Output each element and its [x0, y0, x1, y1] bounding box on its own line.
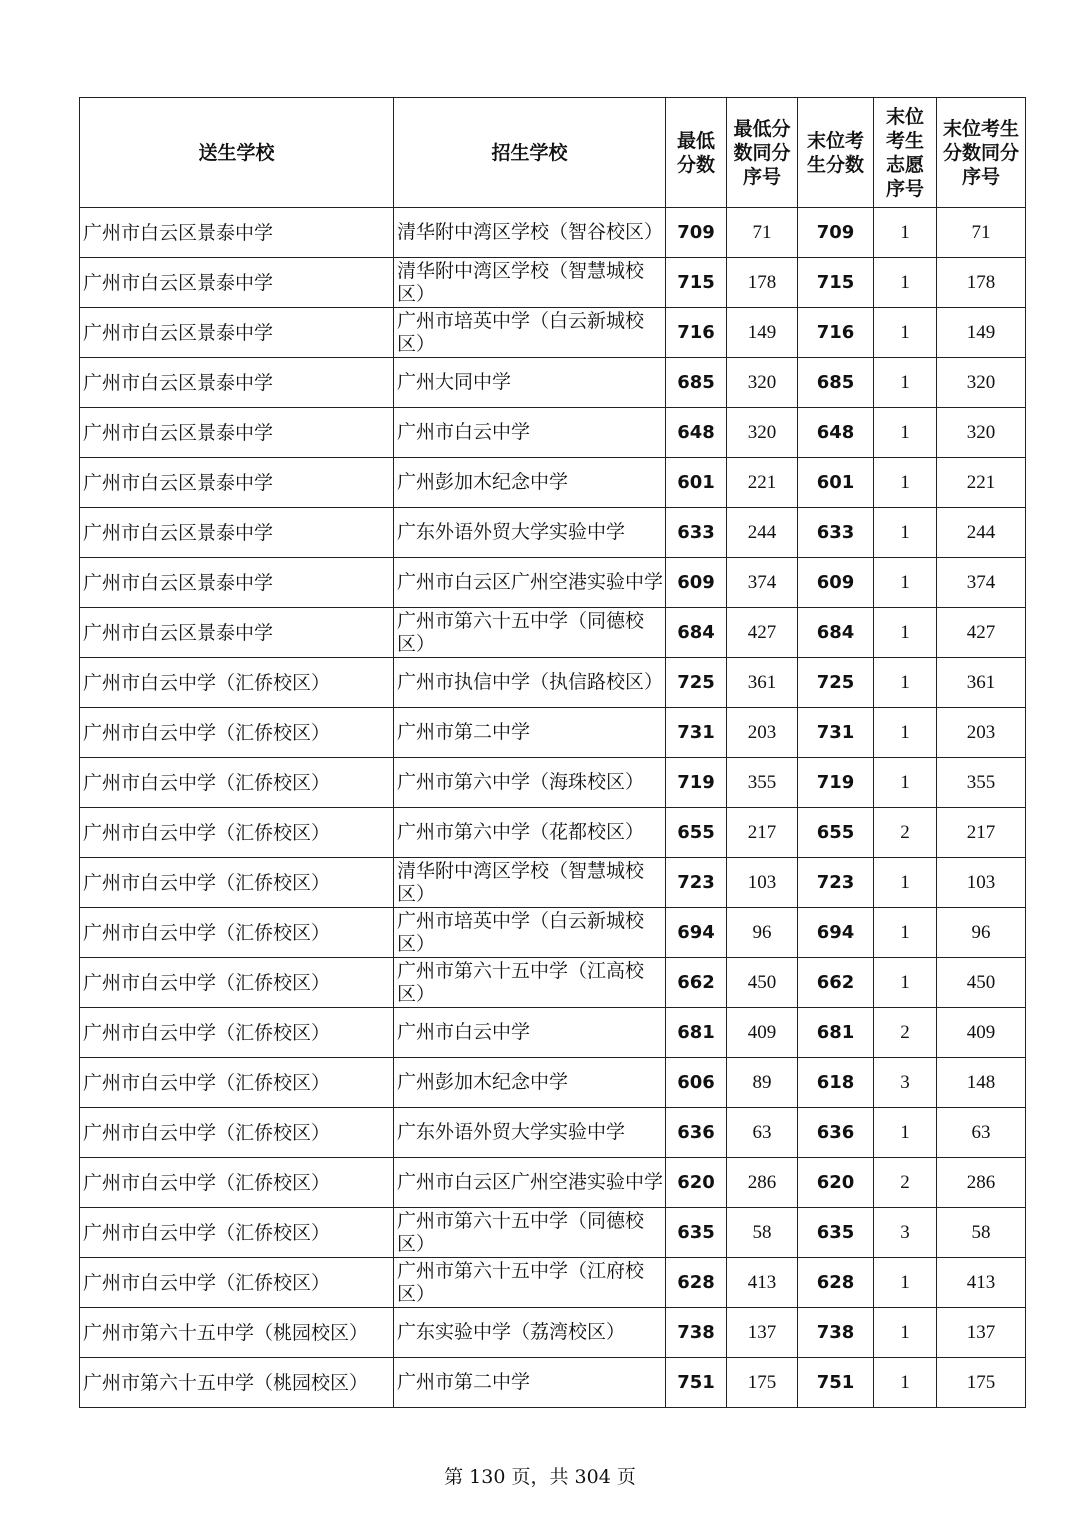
last-score-rank-cell: 427 [937, 608, 1026, 658]
min-score-cell: 709 [666, 208, 727, 258]
last-score-cell: 731 [798, 708, 874, 758]
admission-score-table [79, 97, 1026, 1408]
min-score-rank-cell: 175 [727, 1358, 798, 1408]
last-choice-cell: 1 [874, 1108, 937, 1158]
last-score-rank-cell: 409 [937, 1008, 1026, 1058]
min-score-rank-cell: 361 [727, 658, 798, 708]
min-score-rank-cell: 320 [727, 408, 798, 458]
last-score-rank-cell: 63 [937, 1108, 1026, 1158]
min-score-rank-cell: 320 [727, 358, 798, 408]
last-score-rank-cell: 175 [937, 1358, 1026, 1408]
min-score-rank-cell: 63 [727, 1108, 798, 1158]
last-score-cell: 635 [798, 1208, 874, 1258]
table-row [80, 658, 1026, 708]
last-score-rank-cell: 71 [937, 208, 1026, 258]
min-score-rank-cell: 103 [727, 858, 798, 908]
last-score-rank-cell: 355 [937, 758, 1026, 808]
send-school-cell: 广州市白云区景泰中学 [80, 608, 394, 658]
last-score-rank-cell: 178 [937, 258, 1026, 308]
min-score-cell: 662 [666, 958, 727, 1008]
table-row [80, 958, 1026, 1008]
min-score-cell: 655 [666, 808, 727, 858]
header-last-score: 末位考生分数 [798, 98, 874, 208]
last-score-cell: 694 [798, 908, 874, 958]
min-score-cell: 628 [666, 1258, 727, 1308]
last-score-rank-cell: 203 [937, 708, 1026, 758]
last-choice-cell: 2 [874, 1008, 937, 1058]
table-row [80, 1208, 1026, 1258]
min-score-rank-cell: 71 [727, 208, 798, 258]
send-school-cell: 广州市白云区景泰中学 [80, 358, 394, 408]
send-school-cell: 广州市白云中学（汇侨校区） [80, 908, 394, 958]
last-choice-cell: 1 [874, 908, 937, 958]
recruit-school-cell: 清华附中湾区学校（智慧城校区） [394, 258, 666, 308]
last-choice-cell: 1 [874, 408, 937, 458]
last-score-cell: 723 [798, 858, 874, 908]
min-score-cell: 751 [666, 1358, 727, 1408]
min-score-cell: 715 [666, 258, 727, 308]
send-school-cell: 广州市第六十五中学（桃园校区） [80, 1358, 394, 1408]
recruit-school-cell: 广州市第六中学（花都校区） [394, 808, 666, 858]
last-score-rank-cell: 103 [937, 858, 1026, 908]
recruit-school-cell: 广州市培英中学（白云新城校区） [394, 308, 666, 358]
min-score-rank-cell: 178 [727, 258, 798, 308]
last-choice-cell: 1 [874, 458, 937, 508]
last-score-cell: 709 [798, 208, 874, 258]
recruit-school-cell: 广州市第二中学 [394, 708, 666, 758]
last-score-cell: 618 [798, 1058, 874, 1108]
send-school-cell: 广州市白云区景泰中学 [80, 408, 394, 458]
last-score-cell: 685 [798, 358, 874, 408]
min-score-cell: 725 [666, 658, 727, 708]
min-score-cell: 719 [666, 758, 727, 808]
send-school-cell: 广州市白云区景泰中学 [80, 558, 394, 608]
last-choice-cell: 3 [874, 1058, 937, 1108]
last-choice-cell: 1 [874, 758, 937, 808]
min-score-cell: 716 [666, 308, 727, 358]
send-school-cell: 广州市白云中学（汇侨校区） [80, 1258, 394, 1308]
last-score-cell: 684 [798, 608, 874, 658]
last-choice-cell: 1 [874, 658, 937, 708]
send-school-cell: 广州市白云中学（汇侨校区） [80, 758, 394, 808]
recruit-school-cell: 广州彭加木纪念中学 [394, 1058, 666, 1108]
min-score-rank-cell: 149 [727, 308, 798, 358]
page-number-footer: 第 130 页，共 304 页 [444, 1466, 636, 1488]
last-choice-cell: 1 [874, 858, 937, 908]
header-send-school: 送生学校 [80, 98, 394, 208]
min-score-rank-cell: 355 [727, 758, 798, 808]
last-choice-cell: 2 [874, 808, 937, 858]
recruit-school-cell: 广州市第六十五中学（江高校区） [394, 958, 666, 1008]
last-choice-cell: 1 [874, 958, 937, 1008]
recruit-school-cell: 清华附中湾区学校（智慧城校区） [394, 858, 666, 908]
last-choice-cell: 1 [874, 558, 937, 608]
min-score-rank-cell: 89 [727, 1058, 798, 1108]
last-score-rank-cell: 137 [937, 1308, 1026, 1358]
table-row [80, 708, 1026, 758]
min-score-cell: 635 [666, 1208, 727, 1258]
send-school-cell: 广州市白云中学（汇侨校区） [80, 1158, 394, 1208]
last-score-rank-cell: 244 [937, 508, 1026, 558]
table-header-row [80, 98, 1026, 208]
min-score-rank-cell: 221 [727, 458, 798, 508]
header-recruit-school: 招生学校 [394, 98, 666, 208]
last-choice-cell: 1 [874, 1308, 937, 1358]
header-last-score-rank: 末位考生分数同分序号 [937, 98, 1026, 208]
last-choice-cell: 1 [874, 508, 937, 558]
recruit-school-cell: 广州市第六十五中学（同德校区） [394, 608, 666, 658]
recruit-school-cell: 广州市第六十五中学（同德校区） [394, 1208, 666, 1258]
last-score-rank-cell: 148 [937, 1058, 1026, 1108]
table-row [80, 758, 1026, 808]
last-score-cell: 751 [798, 1358, 874, 1408]
send-school-cell: 广州市白云区景泰中学 [80, 308, 394, 358]
last-choice-cell: 1 [874, 258, 937, 308]
send-school-cell: 广州市白云区景泰中学 [80, 508, 394, 558]
last-score-rank-cell: 320 [937, 358, 1026, 408]
last-score-cell: 681 [798, 1008, 874, 1058]
last-score-cell: 648 [798, 408, 874, 458]
last-score-cell: 715 [798, 258, 874, 308]
send-school-cell: 广州市白云中学（汇侨校区） [80, 808, 394, 858]
last-score-cell: 738 [798, 1308, 874, 1358]
last-score-rank-cell: 374 [937, 558, 1026, 608]
last-choice-cell: 1 [874, 358, 937, 408]
min-score-rank-cell: 203 [727, 708, 798, 758]
recruit-school-cell: 广州市第六十五中学（江府校区） [394, 1258, 666, 1308]
send-school-cell: 广州市白云中学（汇侨校区） [80, 858, 394, 908]
last-score-cell: 609 [798, 558, 874, 608]
table-row [80, 1108, 1026, 1158]
last-choice-cell: 3 [874, 1208, 937, 1258]
recruit-school-cell: 广东外语外贸大学实验中学 [394, 508, 666, 558]
min-score-cell: 601 [666, 458, 727, 508]
min-score-rank-cell: 409 [727, 1008, 798, 1058]
last-score-rank-cell: 58 [937, 1208, 1026, 1258]
table-row [80, 1258, 1026, 1308]
recruit-school-cell: 广东外语外贸大学实验中学 [394, 1108, 666, 1158]
last-score-rank-cell: 217 [937, 808, 1026, 858]
send-school-cell: 广州市白云区景泰中学 [80, 458, 394, 508]
send-school-cell: 广州市白云中学（汇侨校区） [80, 1108, 394, 1158]
min-score-cell: 609 [666, 558, 727, 608]
recruit-school-cell: 广州市培英中学（白云新城校区） [394, 908, 666, 958]
min-score-cell: 694 [666, 908, 727, 958]
last-choice-cell: 1 [874, 1258, 937, 1308]
recruit-school-cell: 广州市白云区广州空港实验中学 [394, 558, 666, 608]
last-score-cell: 719 [798, 758, 874, 808]
last-score-cell: 633 [798, 508, 874, 558]
header-last-choice: 末位考生志愿序号 [874, 98, 937, 208]
min-score-rank-cell: 58 [727, 1208, 798, 1258]
recruit-school-cell: 广东实验中学（荔湾校区） [394, 1308, 666, 1358]
last-score-cell: 601 [798, 458, 874, 508]
send-school-cell: 广州市白云中学（汇侨校区） [80, 1058, 394, 1108]
last-score-rank-cell: 286 [937, 1158, 1026, 1208]
table-row [80, 608, 1026, 658]
last-score-cell: 620 [798, 1158, 874, 1208]
min-score-rank-cell: 427 [727, 608, 798, 658]
table-row [80, 1308, 1026, 1358]
table-row [80, 558, 1026, 608]
send-school-cell: 广州市白云区景泰中学 [80, 208, 394, 258]
table-row [80, 1058, 1026, 1108]
recruit-school-cell: 广州市白云中学 [394, 1008, 666, 1058]
table-row [80, 408, 1026, 458]
min-score-cell: 633 [666, 508, 727, 558]
min-score-cell: 685 [666, 358, 727, 408]
last-score-cell: 716 [798, 308, 874, 358]
send-school-cell: 广州市白云中学（汇侨校区） [80, 1008, 394, 1058]
min-score-rank-cell: 374 [727, 558, 798, 608]
min-score-rank-cell: 137 [727, 1308, 798, 1358]
last-score-cell: 655 [798, 808, 874, 858]
last-score-cell: 662 [798, 958, 874, 1008]
table-row [80, 458, 1026, 508]
table-row [80, 858, 1026, 908]
recruit-school-cell: 广州市执信中学（执信路校区） [394, 658, 666, 708]
min-score-cell: 723 [666, 858, 727, 908]
min-score-cell: 738 [666, 1308, 727, 1358]
last-score-rank-cell: 413 [937, 1258, 1026, 1308]
last-score-rank-cell: 361 [937, 658, 1026, 708]
table-row [80, 508, 1026, 558]
send-school-cell: 广州市白云中学（汇侨校区） [80, 708, 394, 758]
recruit-school-cell: 广州市白云区广州空港实验中学 [394, 1158, 666, 1208]
recruit-school-cell: 广州市第六中学（海珠校区） [394, 758, 666, 808]
send-school-cell: 广州市白云中学（汇侨校区） [80, 658, 394, 708]
last-score-rank-cell: 320 [937, 408, 1026, 458]
header-min-score-rank: 最低分数同分序号 [727, 98, 798, 208]
last-choice-cell: 1 [874, 208, 937, 258]
min-score-cell: 648 [666, 408, 727, 458]
table-row [80, 208, 1026, 258]
last-score-cell: 636 [798, 1108, 874, 1158]
min-score-rank-cell: 413 [727, 1258, 798, 1308]
min-score-cell: 606 [666, 1058, 727, 1108]
header-min-score: 最低分数 [666, 98, 727, 208]
min-score-cell: 731 [666, 708, 727, 758]
last-score-rank-cell: 450 [937, 958, 1026, 1008]
last-score-rank-cell: 96 [937, 908, 1026, 958]
last-choice-cell: 1 [874, 608, 937, 658]
recruit-school-cell: 清华附中湾区学校（智谷校区） [394, 208, 666, 258]
recruit-school-cell: 广州市第二中学 [394, 1358, 666, 1408]
last-choice-cell: 1 [874, 708, 937, 758]
min-score-rank-cell: 286 [727, 1158, 798, 1208]
min-score-cell: 684 [666, 608, 727, 658]
last-choice-cell: 1 [874, 1358, 937, 1408]
last-score-rank-cell: 149 [937, 308, 1026, 358]
last-score-cell: 628 [798, 1258, 874, 1308]
table-row [80, 1158, 1026, 1208]
min-score-rank-cell: 217 [727, 808, 798, 858]
send-school-cell: 广州市第六十五中学（桃园校区） [80, 1308, 394, 1358]
recruit-school-cell: 广州彭加木纪念中学 [394, 458, 666, 508]
last-score-rank-cell: 221 [937, 458, 1026, 508]
table-row [80, 308, 1026, 358]
send-school-cell: 广州市白云中学（汇侨校区） [80, 1208, 394, 1258]
table-row [80, 258, 1026, 308]
recruit-school-cell: 广州大同中学 [394, 358, 666, 408]
min-score-rank-cell: 96 [727, 908, 798, 958]
send-school-cell: 广州市白云中学（汇侨校区） [80, 958, 394, 1008]
min-score-rank-cell: 244 [727, 508, 798, 558]
last-score-cell: 725 [798, 658, 874, 708]
table-row [80, 358, 1026, 408]
recruit-school-cell: 广州市白云中学 [394, 408, 666, 458]
table-row [80, 808, 1026, 858]
min-score-cell: 681 [666, 1008, 727, 1058]
table-row [80, 1358, 1026, 1408]
min-score-cell: 620 [666, 1158, 727, 1208]
send-school-cell: 广州市白云区景泰中学 [80, 258, 394, 308]
last-choice-cell: 2 [874, 1158, 937, 1208]
min-score-rank-cell: 450 [727, 958, 798, 1008]
table-row [80, 1008, 1026, 1058]
table-row [80, 908, 1026, 958]
min-score-cell: 636 [666, 1108, 727, 1158]
last-choice-cell: 1 [874, 308, 937, 358]
